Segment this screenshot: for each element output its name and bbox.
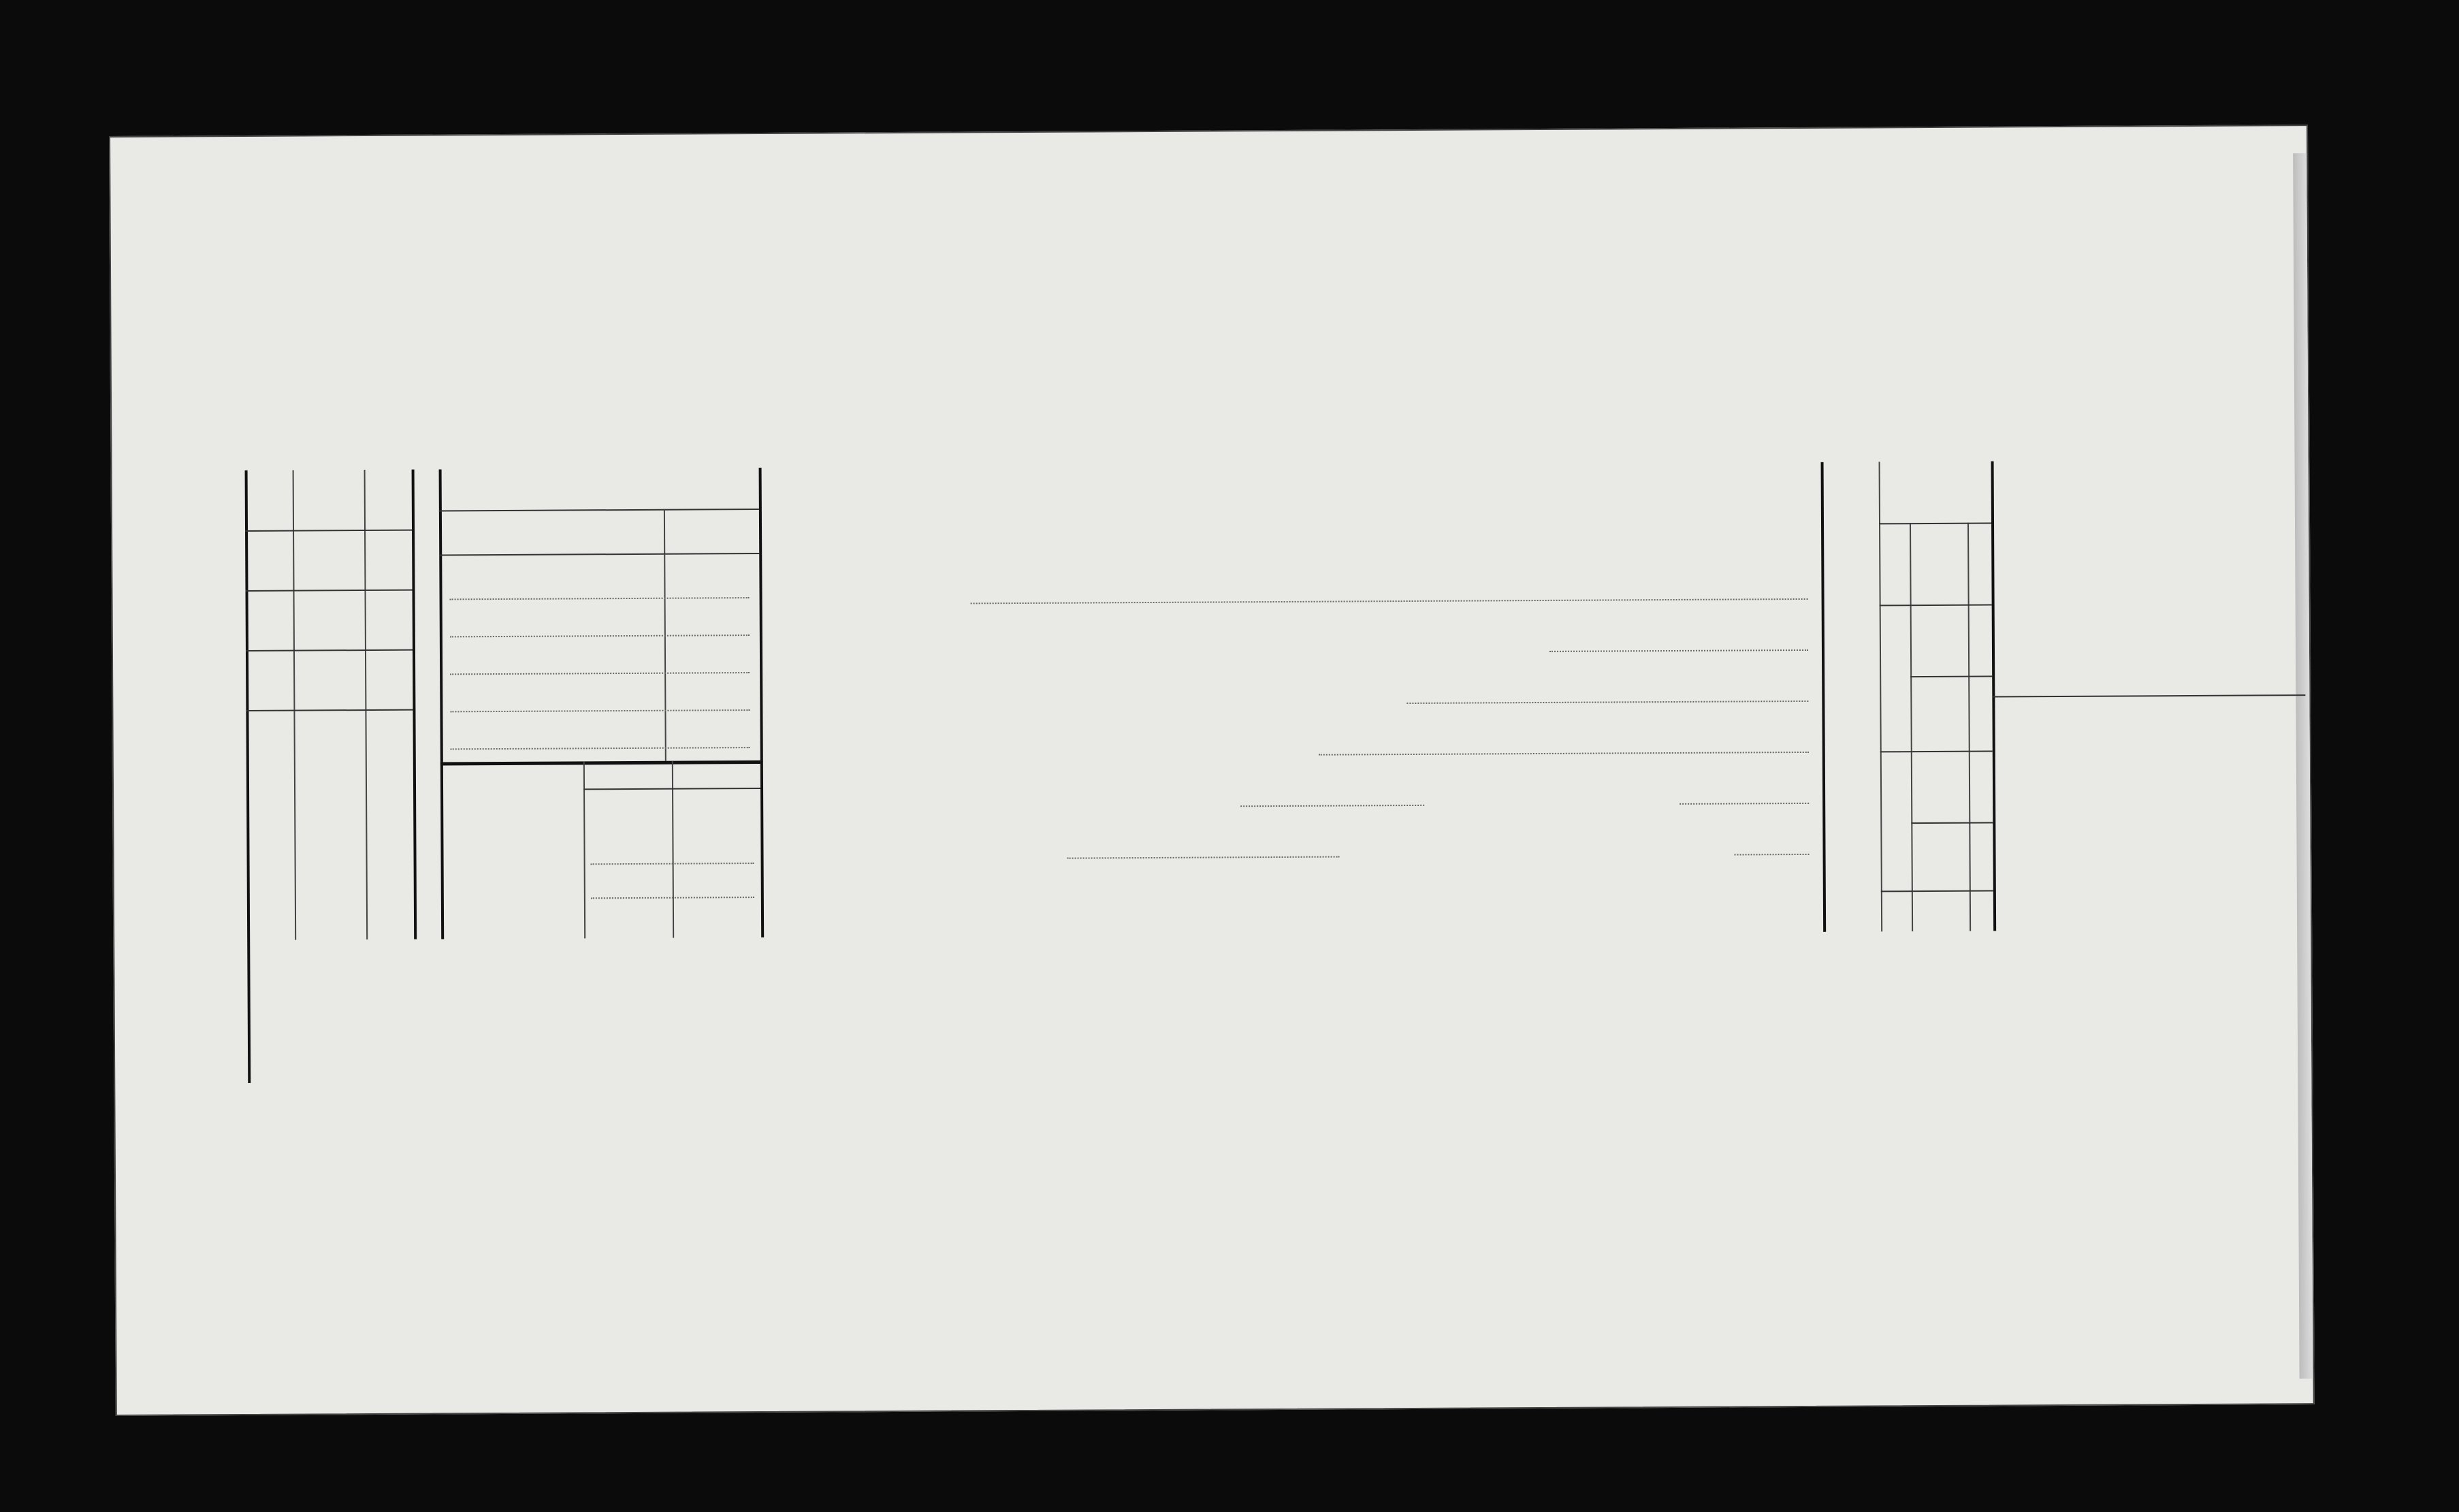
bottom-section: [110, 126, 2307, 138]
private-title: [759, 483, 1821, 488]
top-section: [110, 126, 2307, 138]
pop-itogo: [1882, 550, 1964, 551]
page-edges: [2293, 153, 2315, 1379]
garden-desyatin: [583, 768, 672, 769]
population-numbers: [110, 126, 2307, 138]
population-caption: [1838, 483, 1840, 918]
garden-korney: [672, 767, 760, 768]
trade-title: [439, 471, 759, 472]
right-columns: [110, 126, 2307, 138]
workers-table: [110, 126, 2307, 138]
census-card: [109, 125, 2315, 1416]
trade-name-header: [439, 523, 664, 524]
middle-section: [110, 126, 2307, 138]
